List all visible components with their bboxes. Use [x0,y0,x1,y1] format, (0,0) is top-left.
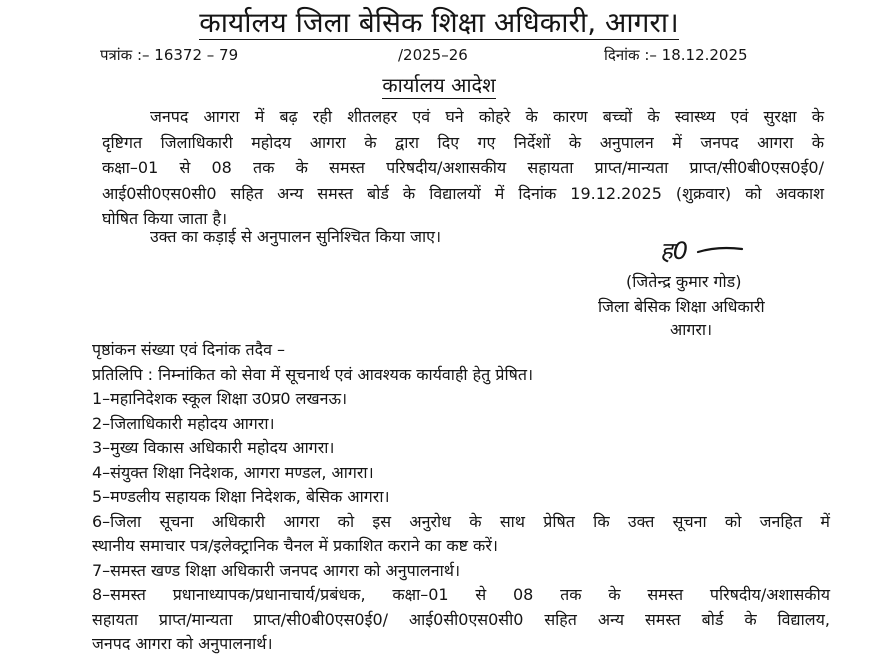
distribution-item: 5–मण्डलीय सहायक शिक्षा निदेशक, बेसिक आगरा। [92,487,390,506]
order-paragraph [102,104,824,232]
order-heading-text: कार्यालय आदेश [382,73,496,97]
distribution-item: 8–समस्त प्रधानाध्यापक/प्रधानाचार्य/प्रबंधक, कक्षा–01 से 08 तक के समस्त परिषदीय/अशासकीय [92,585,830,604]
signature-mark [660,236,750,274]
order-heading [0,72,878,98]
compliance-line: उक्त का कड़ाई से अनुपालन सुनिश्चित किया जाए। [150,227,442,246]
signatory-name: (जितेन्द्र कुमार गोड) [626,272,742,291]
order-line: घोषित किया जाता है। [102,209,228,228]
session-year: /2025–26 [398,46,468,64]
office-title [0,4,878,42]
office-title-text: कार्यालय जिला बेसिक शिक्षा अधिकारी, आगरा। [199,6,679,39]
distribution-item: 7–समस्त खण्ड शिक्षा अधिकारी जनपद आगरा को अनुपालनार्थ। [92,560,461,580]
distribution-item-continued: स्थानीय समाचार पत्र/इलेक्ट्रानिक चैनल में प्रकाशित कराने का कष्ट करें। [92,536,498,555]
distribution-item: 6–जिला सूचना अधिकारी आगरा को इस अनुरोध के साथ प्रेषित कि उक्त सूचना को जनहित में [92,511,830,531]
endorsement-intro: पृष्ठांकन संख्या एवं दिनांक तदैव – [92,340,286,359]
distribution-item: 1–महानिदेशक स्कूल शिक्षा उ0प्र0 लखनऊ। [92,389,348,408]
order-line: कक्षा–01 से 08 तक के समस्त परिषदीय/अशासकीय सहायता प्राप्त/मान्यता प्राप्त/सी0बी0एस0ई0/ [102,158,824,177]
reference-number: पत्रांक :– 16372 – 79 [100,46,239,64]
signature-stroke-icon [696,240,746,260]
distribution-item: 3–मुख्य विकास अधिकारी महोदय आगरा। [92,438,335,457]
distribution-item: 4–संयुक्त शिक्षा निदेशक, आगरा मण्डल, आगरा। [92,462,374,482]
signatory-designation: जिला बेसिक शिक्षा अधिकारी [598,297,765,316]
distribution-item-continued: जनपद आगरा को अनुपालनार्थ। [92,634,273,653]
order-line: आई0सी0एस0सी0 सहित अन्य समस्त बोर्ड के विद्यालयों में दिनांक 19.12.2025 (शुक्रवार) को अवकाश [102,183,824,203]
distribution-item-continued: सहायता प्राप्त/मान्यता प्राप्त/सी0बी0एस0ई0/ आई0सी0एस0सी0 सहित अन्य समस्त बोर्ड के विद्यालय, [92,609,830,629]
order-line: दृष्टिगत जिलाधिकारी महोदय आगरा के द्वारा दिए गए निर्देशों के अनुपालन में जनपद आगरा के [102,132,824,152]
issue-date: दिनांक :– 18.12.2025 [604,46,748,64]
signatory-place: आगरा। [670,320,713,339]
signature-initials: ह0 [660,237,689,265]
endorsement-section [92,338,830,657]
order-line: जनपद आगरा में बढ़ रही शीतलहर एवं घने कोहरे के कारण बच्चों के स्वास्थ्य एवं सुरक्षा के [150,107,824,126]
copy-to-line: प्रतिलिपि : निम्नांकित को सेवा में सूचनार्थ एवं आवश्यक कार्यवाही हेतु प्रेषित। [92,364,534,384]
distribution-item: 2–जिलाधिकारी महोदय आगरा। [92,413,275,433]
